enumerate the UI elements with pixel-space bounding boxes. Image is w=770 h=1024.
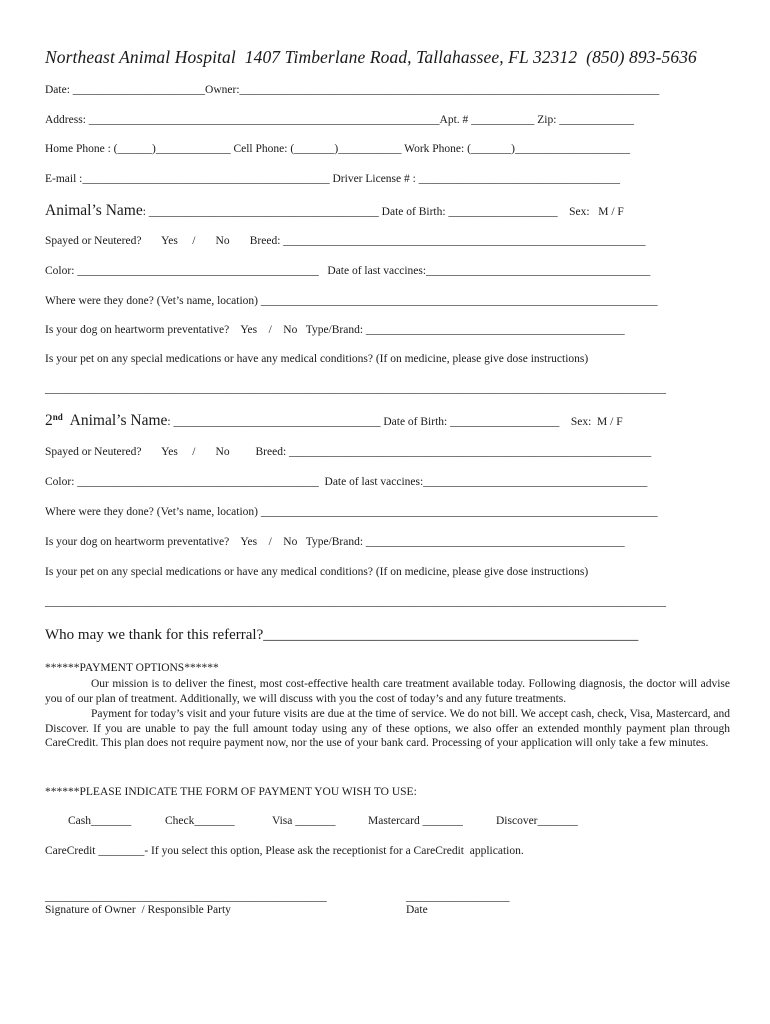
animal-2-name-rest: : ____________________________________ Date of Birth: ___________________ Sex: M / F	[167, 416, 623, 428]
payment-check-option[interactable]: Check_______	[165, 815, 235, 827]
date-signature-label: Date	[406, 904, 428, 916]
payment-paragraph	[45, 707, 730, 751]
animal-1-name-row[interactable]	[45, 202, 624, 220]
address-field[interactable]: Address: _____________________________________________________________Apt. # ___________ Zip: _____________	[45, 114, 635, 126]
carecredit-option[interactable]: CareCredit ________- If you select this option, Please ask the receptionist for a CareCredit application.	[45, 845, 524, 857]
animal-2-color-field[interactable]: Color: __________________________________________ Date of last vaccines:_______________________________________	[45, 476, 648, 488]
animal-1-medications-question: Is your pet on any special medications or have any medical conditions? (If on medicine, please give dose instructions)	[45, 353, 589, 365]
mission-paragraph	[45, 677, 730, 706]
animal-1-name-label: Animal’s Name	[45, 202, 143, 219]
payment-text: Payment for today’s visit and your future visits are due at the time of service. We do not bill. We accept cash, check, Visa, Mastercard, and Discover. If you are unable to pay the full amount today using any of these options, we also offer an extended monthly payment plan through CareCredit. This plan does not require payment now, nor the use of your bank card. Processing of your application will only take a few minutes.	[45, 708, 730, 750]
signature-label: Signature of Owner / Responsible Party	[45, 904, 231, 916]
payment-visa-option[interactable]: Visa _______	[272, 815, 336, 827]
animal-2-medications-question: Is your pet on any special medications or have any medical conditions? (If on medicine, please give dose instructions)	[45, 566, 589, 578]
signature-line[interactable]: _________________________________________________	[45, 891, 327, 903]
payment-cash-option[interactable]: Cash_______	[68, 815, 132, 827]
animal-1-vet-field[interactable]: Where were they done? (Vet’s name, location) _____________________________________________________________________	[45, 295, 658, 307]
payment-options-heading: ******PAYMENT OPTIONS******	[45, 662, 219, 674]
email-license-field[interactable]: E-mail :___________________________________________ Driver License # : ___________________________________	[45, 173, 620, 185]
animal-2-spayed-field[interactable]: Spayed or Neutered? Yes / No Breed: _______________________________________________________________	[45, 446, 652, 458]
animal-2-ordinal: 2	[45, 412, 53, 429]
indicate-payment-heading: ******PLEASE INDICATE THE FORM OF PAYMENT YOU WISH TO USE:	[45, 786, 417, 798]
date-signature-line[interactable]: __________________	[406, 891, 510, 903]
animal-1-heartworm-field[interactable]: Is your dog on heartworm preventative? Yes / No Type/Brand: _____________________________________________	[45, 324, 625, 336]
animal-1-medications-line[interactable]: ____________________________________________________________________________________________________________	[45, 383, 666, 395]
payment-mastercard-option[interactable]: Mastercard _______	[368, 815, 463, 827]
animal-1-name-rest: : ________________________________________ Date of Birth: ___________________ Sex: M / F	[142, 206, 624, 218]
mission-text: Our mission is to deliver the finest, most cost-effective health care treatment available today. Following diagnosis, the doctor will advise you of our plan of treatment. Additionally, we will discuss with you the cost of today’s and any future treatments.	[45, 678, 730, 705]
payment-discover-option[interactable]: Discover_______	[496, 815, 578, 827]
animal-2-medications-line[interactable]: ____________________________________________________________________________________________________________	[45, 596, 666, 608]
animal-2-ordinal-suffix: nd	[52, 412, 63, 423]
animal-2-vet-field[interactable]: Where were they done? (Vet’s name, location) _____________________________________________________________________	[45, 506, 658, 518]
referral-field[interactable]: Who may we thank for this referral?__________________________________________________	[45, 627, 639, 643]
phone-fields[interactable]: Home Phone : (______)_____________ Cell Phone: (_______)___________ Work Phone: (_______)____________________	[45, 143, 631, 155]
animal-2-heartworm-field[interactable]: Is your dog on heartworm preventative? Yes / No Type/Brand: _____________________________________________	[45, 536, 625, 548]
animal-2-name-label: Animal’s Name	[69, 412, 168, 429]
date-owner-field[interactable]: Date: _______________________Owner:_________________________________________________________________________	[45, 84, 660, 96]
animal-1-spayed-field[interactable]: Spayed or Neutered? Yes / No Breed: _______________________________________________________________	[45, 235, 646, 247]
animal-2-name-row[interactable]	[45, 412, 623, 430]
animal-1-color-field[interactable]: Color: __________________________________________ Date of last vaccines:_______________________________________	[45, 265, 651, 277]
page-title: Northeast Animal Hospital 1407 Timberlane Road, Tallahassee, FL 32312 (850) 893-5636	[45, 47, 697, 67]
